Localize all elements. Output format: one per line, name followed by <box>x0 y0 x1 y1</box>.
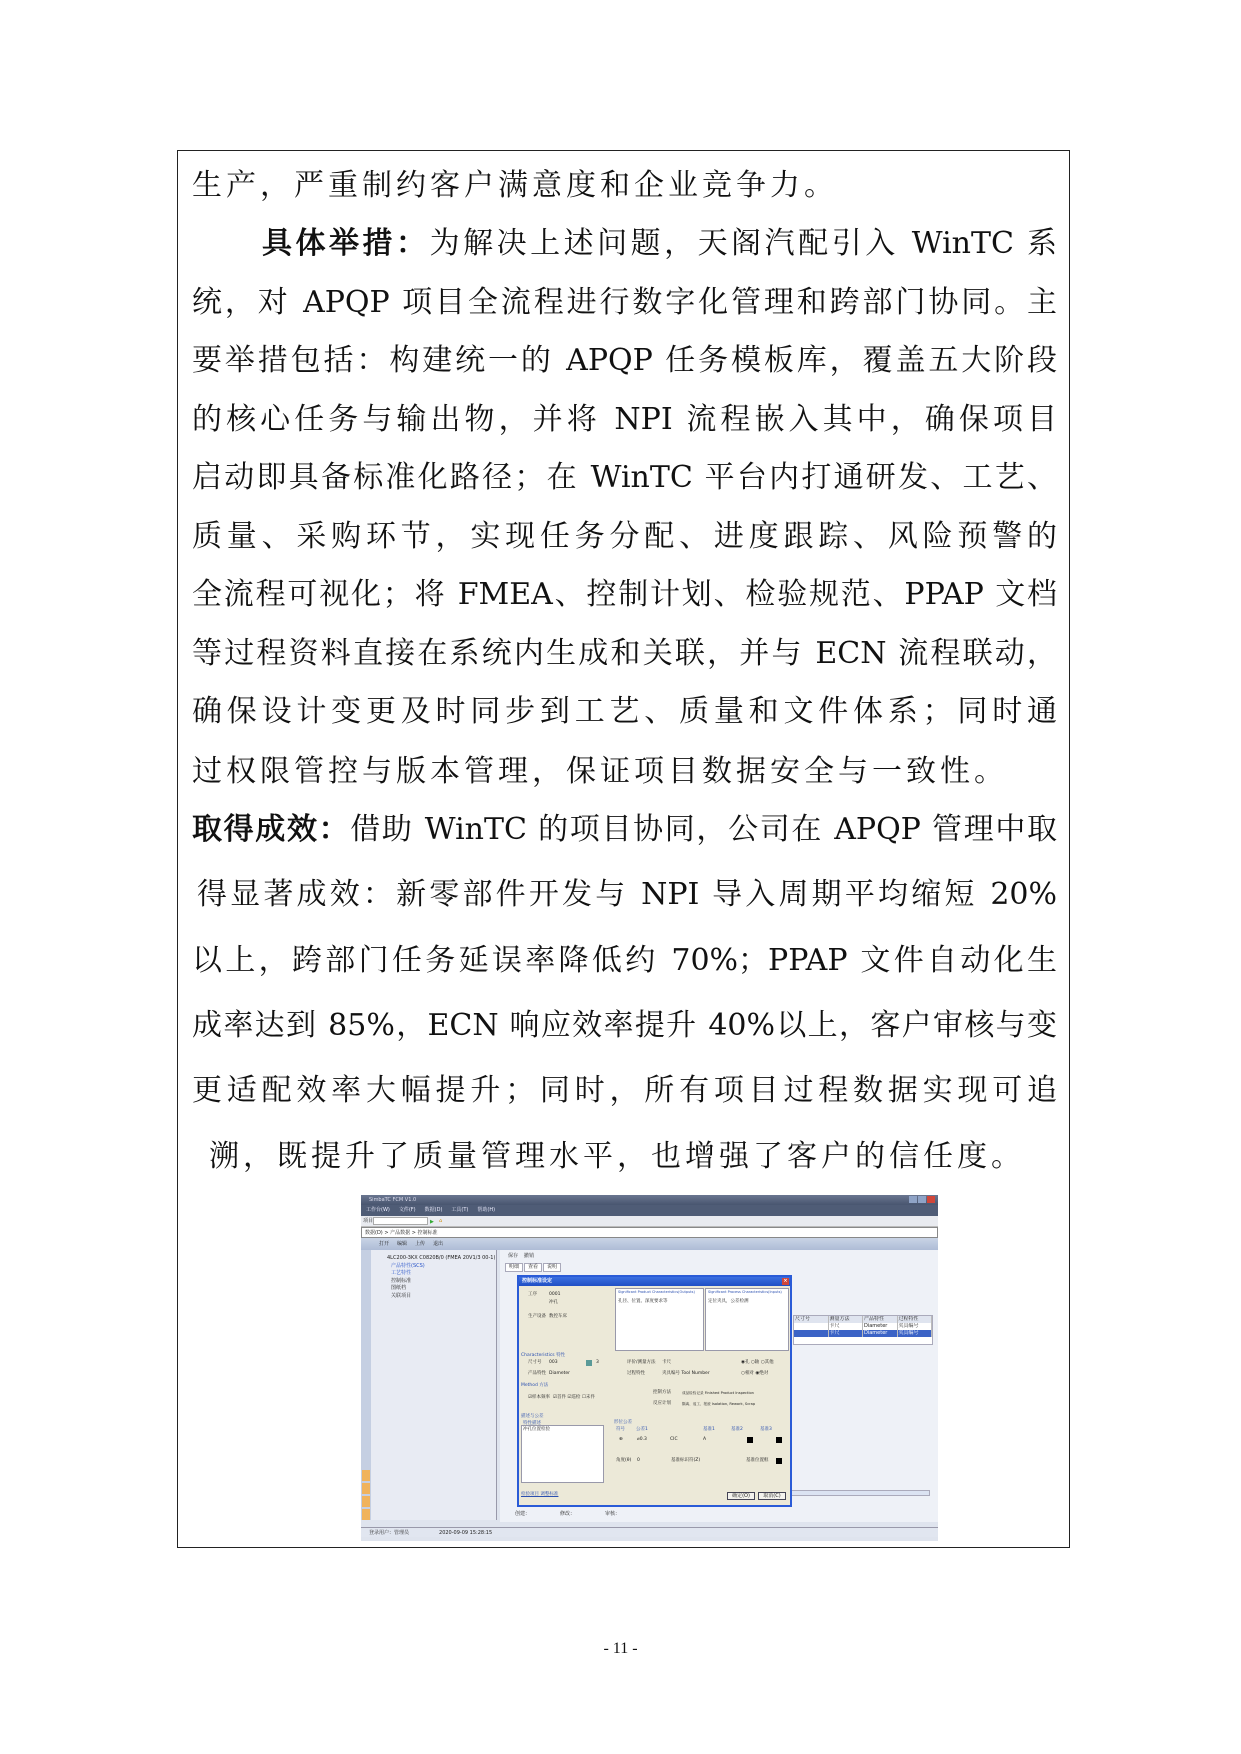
tree-panel <box>361 1250 497 1520</box>
menu-bar <box>361 1205 938 1216</box>
nav-icon <box>362 1470 370 1481</box>
data-grid: 尺寸号 测量方法 产品特性 过程特性 卡尺 Diameter 夹具编号 卡尺 Diameter 夹具编号 <box>793 1315 933 1345</box>
record-info: 创建： 修改： 审核： <box>515 1511 621 1517</box>
text-line: 得显著成效：新零部件开发与 NPI 导入周期平均缩短 20% <box>197 877 1057 912</box>
tab: 说明 <box>543 1263 561 1272</box>
nav-icon <box>362 1483 370 1494</box>
color-swatch <box>747 1437 753 1443</box>
tree-node: 4LC200-3KX C0820B/0 (FMEA 20V1/3 00-1) <box>387 1255 496 1261</box>
menu-item: 帮助(H) <box>477 1207 496 1213</box>
text-line: 统，对 APQP 项目全流程进行数字化管理和跨部门协同。主 <box>192 285 1057 320</box>
menu-item: 数据(D) <box>424 1207 443 1213</box>
radio-group: ○相对 ◉绝对 <box>741 1371 769 1376</box>
main-toolbar: 保存 撤销 <box>508 1253 535 1259</box>
cancel-button[interactable]: 取消(C) <box>758 1492 786 1500</box>
close-icon <box>927 1196 935 1203</box>
color-swatch <box>586 1360 592 1366</box>
position-symbol-icon: ⊕ <box>619 1437 623 1442</box>
text-line: 质量、采购环节，实现任务分配、进度跟踪、风险预警的 <box>192 519 1057 554</box>
tree-node: 关联项目 <box>391 1292 412 1299</box>
home-icon: ⌂ <box>439 1218 443 1224</box>
text-line: 全流程可视化；将 FMEA、控制计划、检验规范、PPAP 文档 <box>192 577 1057 612</box>
close-icon: × <box>783 1278 788 1284</box>
status-bar: 登录用户：管理员 2020-09-09 15:28:15 <box>361 1527 938 1537</box>
menu-item: 工具(T) <box>451 1207 469 1213</box>
label-measures: 具体举措： <box>262 226 430 261</box>
project-combo <box>373 1217 428 1225</box>
text-line: 等过程资料直接在系统内生成和关联，并与 ECN 流程联动， <box>192 636 1057 671</box>
text-line: 启动即具备标准化路径；在 WinTC 平台内打通研发、工艺、 <box>192 460 1057 495</box>
tree-node: 产品特性(SCS) <box>391 1262 425 1269</box>
tree-node: 工艺特性 <box>391 1270 412 1276</box>
text-line: 更适配效率大幅提升；同时，所有项目过程数据实现可追 <box>192 1073 1057 1108</box>
dialog-links[interactable]: 检验项目 调整标准 <box>521 1492 559 1497</box>
secondary-toolbar: 打开 编辑 上传 退出 <box>361 1238 938 1250</box>
color-swatch <box>776 1458 782 1464</box>
text-line: 以上，跨部门任务延误率降低约 70%；PPAP 文件自动化生 <box>192 943 1057 978</box>
color-swatch <box>776 1437 782 1443</box>
text-line: 的核心任务与输出物，并将 NPI 流程嵌入其中，确保项目 <box>192 402 1057 437</box>
label-results: 取得成效： <box>192 812 351 847</box>
breadcrumb: 数据(D) > 产品数据 > 控制标准 <box>361 1227 938 1238</box>
menu-item: 文件(F) <box>398 1207 416 1213</box>
text-line: 确保设计变更及时同步到工艺、质量和文件体系；同时通 <box>192 694 1057 729</box>
control-standard-dialog: 控制标准设定 × 工序 0001 冲孔 生产设备 数控车床 Significant Product Characteristics(Outputs) 孔径、位置、深度要求等 Significant Process Characteristics(Inputs) 定位夹具，公差检测 Characteristics 特性 尺寸号 003 3 评价/测量方法 卡尺 ◉孔 ○轴 ○其他 产品特性 Diameter 过程特性 夹具编号 Tool Number ○相对 ◉绝对 Method 方法 ☑样本频率 ☑首件 ☑巡检 ☐末件 控制方法 成品检验记录 Finished Product Inspection 反应计划 隔离、返工、报废 Isolation, Rework, Scrap 描述与公差 特性描述 冲孔位置检验 形位公差 符号 公差1 基准1 基准2 基准3 ⊕ ⌀0.3 CIC A 角度(θ) 0 基准标识符(Z) 基准位置框 检验项目 调整标准 确定(O) 取消(C) <box>517 1275 792 1507</box>
play-icon: ▶ <box>430 1219 434 1225</box>
tab: 查看 <box>524 1263 542 1272</box>
nav-icon <box>362 1496 370 1507</box>
spc-outputs-box: Significant Product Characteristics(Outputs) 孔径、位置、深度要求等 <box>615 1288 704 1351</box>
checkbox-group: ☑样本频率 ☑首件 ☑巡检 ☐末件 <box>528 1395 595 1400</box>
radio-group: ◉孔 ○轴 ○其他 <box>741 1360 774 1365</box>
tree-node: 控制标准 <box>391 1277 412 1284</box>
software-screenshot <box>361 1195 938 1541</box>
window-titlebar: SimbaTC FCM V1.0 <box>361 1195 938 1205</box>
toolbar: 项目 ▶ ⌂ <box>361 1216 938 1227</box>
text-line: 取得成效：借助 WinTC 的项目协同，公司在 APQP 管理中取 <box>192 812 1058 847</box>
grid-row-selected: 卡尺 Diameter 夹具编号 <box>794 1330 932 1337</box>
text-line: 具体举措：为解决上述问题，天阁汽配引入 WinTC 系 <box>262 226 1058 261</box>
page-number: - 11 - <box>603 1640 638 1657</box>
text-line: 过权限管控与版本管理，保证项目数据安全与一致性。 <box>192 754 1008 789</box>
tab: 明细 <box>505 1263 523 1272</box>
text-line: 成率达到 85%，ECN 响应效率提升 40%以上，客户审核与变 <box>192 1008 1057 1043</box>
tree-node: 图纸档 <box>391 1285 407 1291</box>
menu-item: 工作台(W) <box>366 1207 390 1213</box>
text-line: 生产，严重制约客户满意度和企业竞争力。 <box>192 168 838 203</box>
maximize-icon <box>918 1196 926 1203</box>
text-line: 溯，既提升了质量管理水平，也增强了客户的信任度。 <box>209 1139 1025 1174</box>
text-line: 要举措包括：构建统一的 APQP 任务模板库，覆盖五大阶段 <box>192 343 1057 378</box>
minimize-icon <box>909 1196 917 1203</box>
spc-inputs-box: Significant Process Characteristics(Inputs) 定位夹具，公差检测 <box>705 1288 789 1351</box>
nav-icon <box>362 1509 370 1520</box>
description-box: 特性描述 冲孔位置检验 <box>521 1425 604 1483</box>
ok-button[interactable]: 确定(O) <box>727 1492 755 1500</box>
